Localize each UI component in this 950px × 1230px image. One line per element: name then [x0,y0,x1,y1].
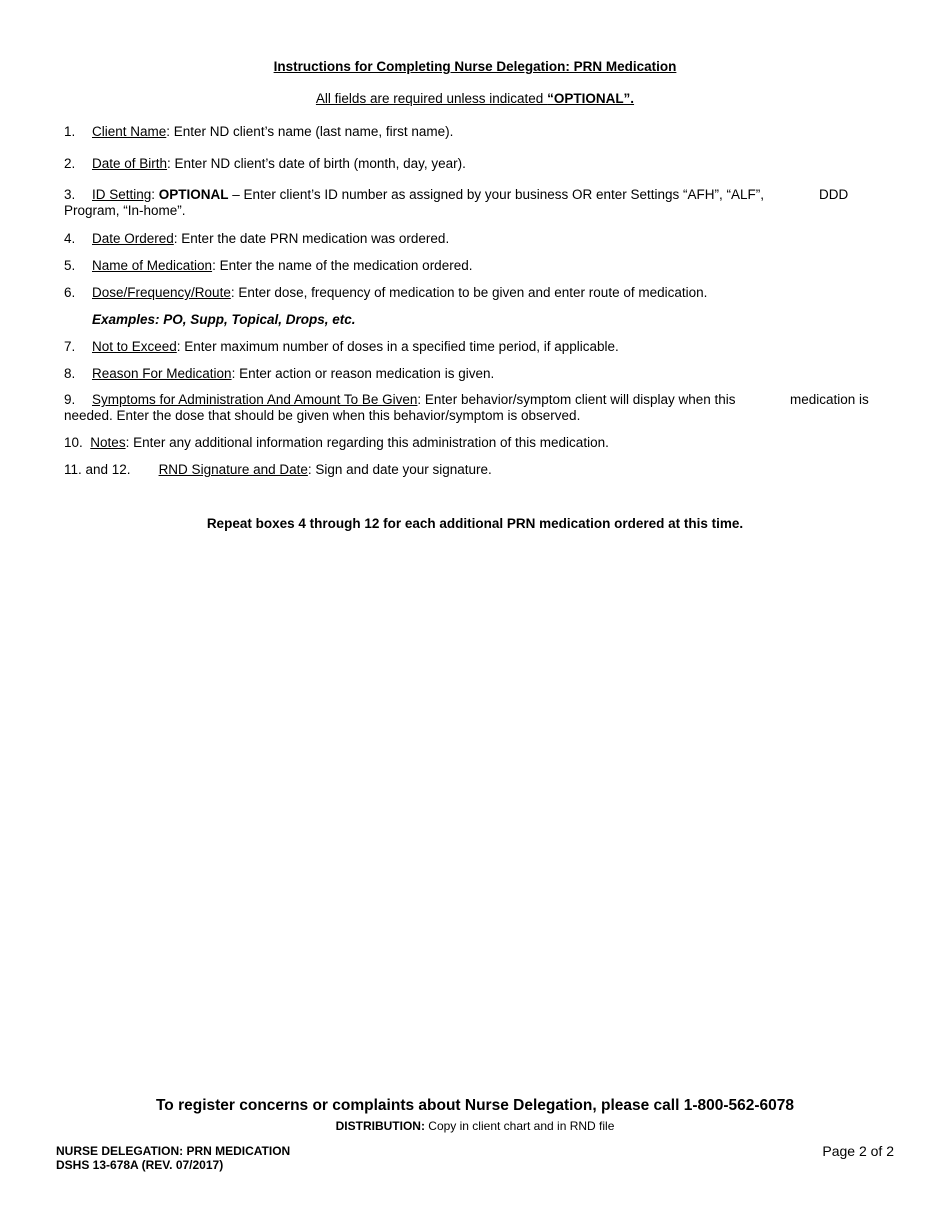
route-examples: Examples: PO, Supp, Topical, Drops, etc. [92,312,356,327]
item-text: : Enter action or reason medication is given. [231,366,495,381]
form-name: NURSE DELEGATION: PRN MEDICATION [56,1144,291,1158]
item-text: : Enter maximum number of doses in a specified time period, if applicable. [176,339,619,354]
item-label: Symptoms for Administration And Amount To Be Given [92,392,418,407]
item-text: : Enter the name of the medication ordered. [212,258,473,273]
item-text: : Enter ND client’s date of birth (month, day, year). [167,156,466,171]
required-note-prefix: All fields are required unless indicated [315,91,548,106]
item-label: Client Name [92,124,167,139]
item-number: 9. [64,392,76,407]
item-number: 2. [64,156,76,171]
item-number: 4. [64,231,76,246]
instruction-item-2 [64,156,884,172]
item-text-tail: medication is [790,392,869,407]
item-number: 7. [64,339,76,354]
required-fields-note [0,91,950,106]
repeat-note: Repeat boxes 4 through 12 for each additional PRN medication ordered at this time. [206,516,744,531]
instruction-item-4 [64,231,884,247]
item-number: 1. [64,124,76,139]
item-label: Reason For Medication [92,366,232,381]
item-text: : Enter the date PRN medication was ordered. [173,231,450,246]
instruction-item-10 [64,435,884,451]
page-title: Instructions for Completing Nurse Delegation: PRN Medication [273,59,677,74]
required-note-emphasis: “OPTIONAL”. [547,91,635,106]
item-text-pre: : [151,187,159,202]
item-label: Not to Exceed [92,339,177,354]
distribution-label: DISTRIBUTION: [335,1119,425,1133]
distribution-line [0,1119,950,1133]
concerns-line: To register concerns or complaints about Nurse Delegation, please call 1-800-562-6078 [155,1097,795,1114]
item-label: Notes [90,435,126,450]
form-identifier [56,1144,290,1172]
instruction-item-7 [64,339,884,355]
item-label: RND Signature and Date [158,462,308,477]
instruction-item-3 [64,187,884,219]
distribution-text: Copy in client chart and in RND file [424,1119,615,1133]
item-number: 5. [64,258,76,273]
item-label: Date Ordered [92,231,174,246]
item-label: Date of Birth [92,156,168,171]
instruction-item-1 [64,124,884,140]
instruction-item-5 [64,258,884,274]
item-text-line2: needed. Enter the dose that should be given when this behavior/symptom is observed. [64,408,581,423]
item-text: : Enter dose, frequency of medication to be given and enter route of medication. [230,285,708,300]
item-number: 8. [64,366,76,381]
instruction-item-8 [64,366,884,382]
item-text: : Enter any additional information regarding this administration of this medication. [125,435,609,450]
item-number: 3. [64,187,76,202]
item-number: 10. [64,435,83,450]
instruction-item-9 [64,392,884,424]
item-text-tail: DDD [819,187,849,202]
form-number: DSHS 13-678A (REV. 07/2017) [56,1158,224,1172]
optional-flag: OPTIONAL [158,187,229,202]
item-label: Name of Medication [92,258,213,273]
instruction-item-6 [64,285,884,301]
item-number: 11. and 12. [64,462,131,477]
item-text: : Enter behavior/symptom client will display when this [417,392,736,407]
item-label: ID Setting [92,187,152,202]
page-number: Page 2 of 2 [822,1143,894,1159]
instruction-item-11-12 [64,462,884,478]
item-label: Dose/Frequency/Route [92,285,231,300]
item-text: : Sign and date your signature. [307,462,492,477]
item-text: – Enter client’s ID number as assigned by your business OR enter Settings “AFH”, “ALF”, [228,187,765,202]
item-number: 6. [64,285,76,300]
item-text-line2: Program, “In-home”. [64,203,186,218]
item-text: : Enter ND client’s name (last name, first name). [166,124,454,139]
